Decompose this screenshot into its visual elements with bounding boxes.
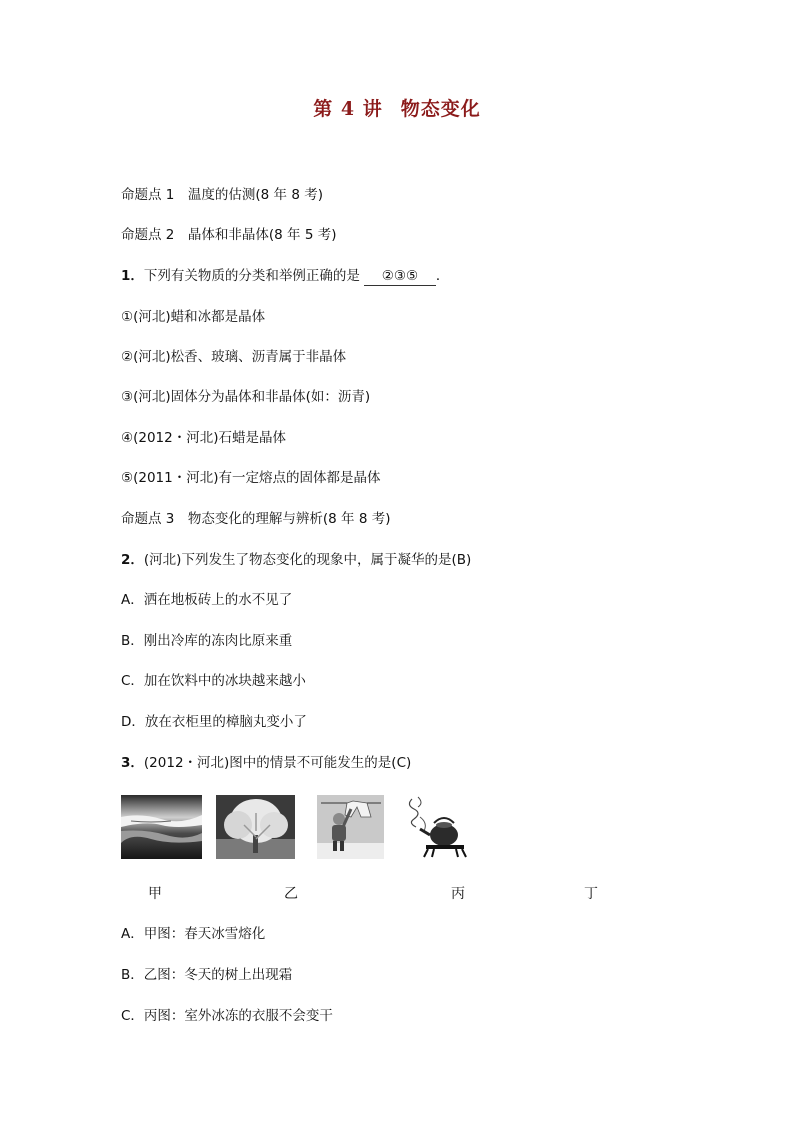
lecture-number: 第 4 讲 (313, 98, 383, 120)
topic-point-1: 命题点 1 温度的估测(8 年 8 考) (121, 187, 323, 203)
page-title (0, 94, 794, 121)
topic-point-2: 命题点 2 晶体和非晶体(8 年 5 考) (121, 227, 337, 243)
question-2-option-b: B．刚出冷库的冻肉比原来重 (121, 633, 293, 649)
question-1 (121, 267, 449, 286)
question-3-option-a: A．甲图：春天冰雪熔化 (121, 926, 266, 942)
figure-jia-melting-snow (121, 795, 202, 859)
question-1-answer: ②③⑤ (364, 267, 436, 286)
figure-caption-yi: 乙 (284, 886, 298, 902)
figure-ding-boiling-kettle (404, 795, 471, 859)
figure-caption-ding: 丁 (584, 886, 598, 902)
question-1-number: 1． (121, 268, 144, 284)
question-2 (121, 551, 471, 569)
question-2-number: 2． (121, 552, 144, 568)
question-3-option-b: B．乙图：冬天的树上出现霜 (121, 967, 293, 983)
question-2-option-c: C．加在饮料中的冰块越来越小 (121, 673, 306, 689)
figure-yi-frosted-tree (216, 795, 295, 859)
question-3 (121, 754, 411, 772)
lecture-topic: 物态变化 (400, 98, 481, 120)
question-1-item: ②(河北)松香、玻璃、沥青属于非晶体 (121, 349, 347, 365)
question-3-number: 3． (121, 755, 144, 771)
question-1-item: ⑤(2011・河北)有一定熔点的固体都是晶体 (121, 470, 381, 486)
topic-point-3: 命题点 3 物态变化的理解与辨析(8 年 8 考) (121, 511, 391, 527)
question-2-option-d: D．放在衣柜里的樟脑丸变小了 (121, 714, 307, 730)
question-2-option-a: A．洒在地板砖上的水不见了 (121, 592, 293, 608)
figure-caption-bing: 丙 (451, 886, 465, 902)
figure-caption-jia: 甲 (148, 886, 162, 902)
question-1-end: ． (435, 268, 450, 284)
question-3-stem: (2012・河北)图中的情景不可能发生的是(C) (143, 755, 412, 771)
question-1-item: ④(2012・河北)石蜡是晶体 (121, 430, 286, 446)
question-1-item: ③(河北)固体分为晶体和非晶体(如：沥青) (121, 389, 371, 405)
question-1-item: ①(河北)蜡和冰都是晶体 (121, 309, 266, 325)
question-3-option-c: C．丙图：室外冰冻的衣服不会变干 (121, 1008, 333, 1024)
question-1-stem: 下列有关物质的分类和举例正确的是 (143, 268, 360, 284)
figure-bing-frozen-clothes (317, 795, 384, 859)
question-2-stem: (河北)下列发生了物态变化的现象中，属于凝华的是(B) (143, 552, 472, 568)
